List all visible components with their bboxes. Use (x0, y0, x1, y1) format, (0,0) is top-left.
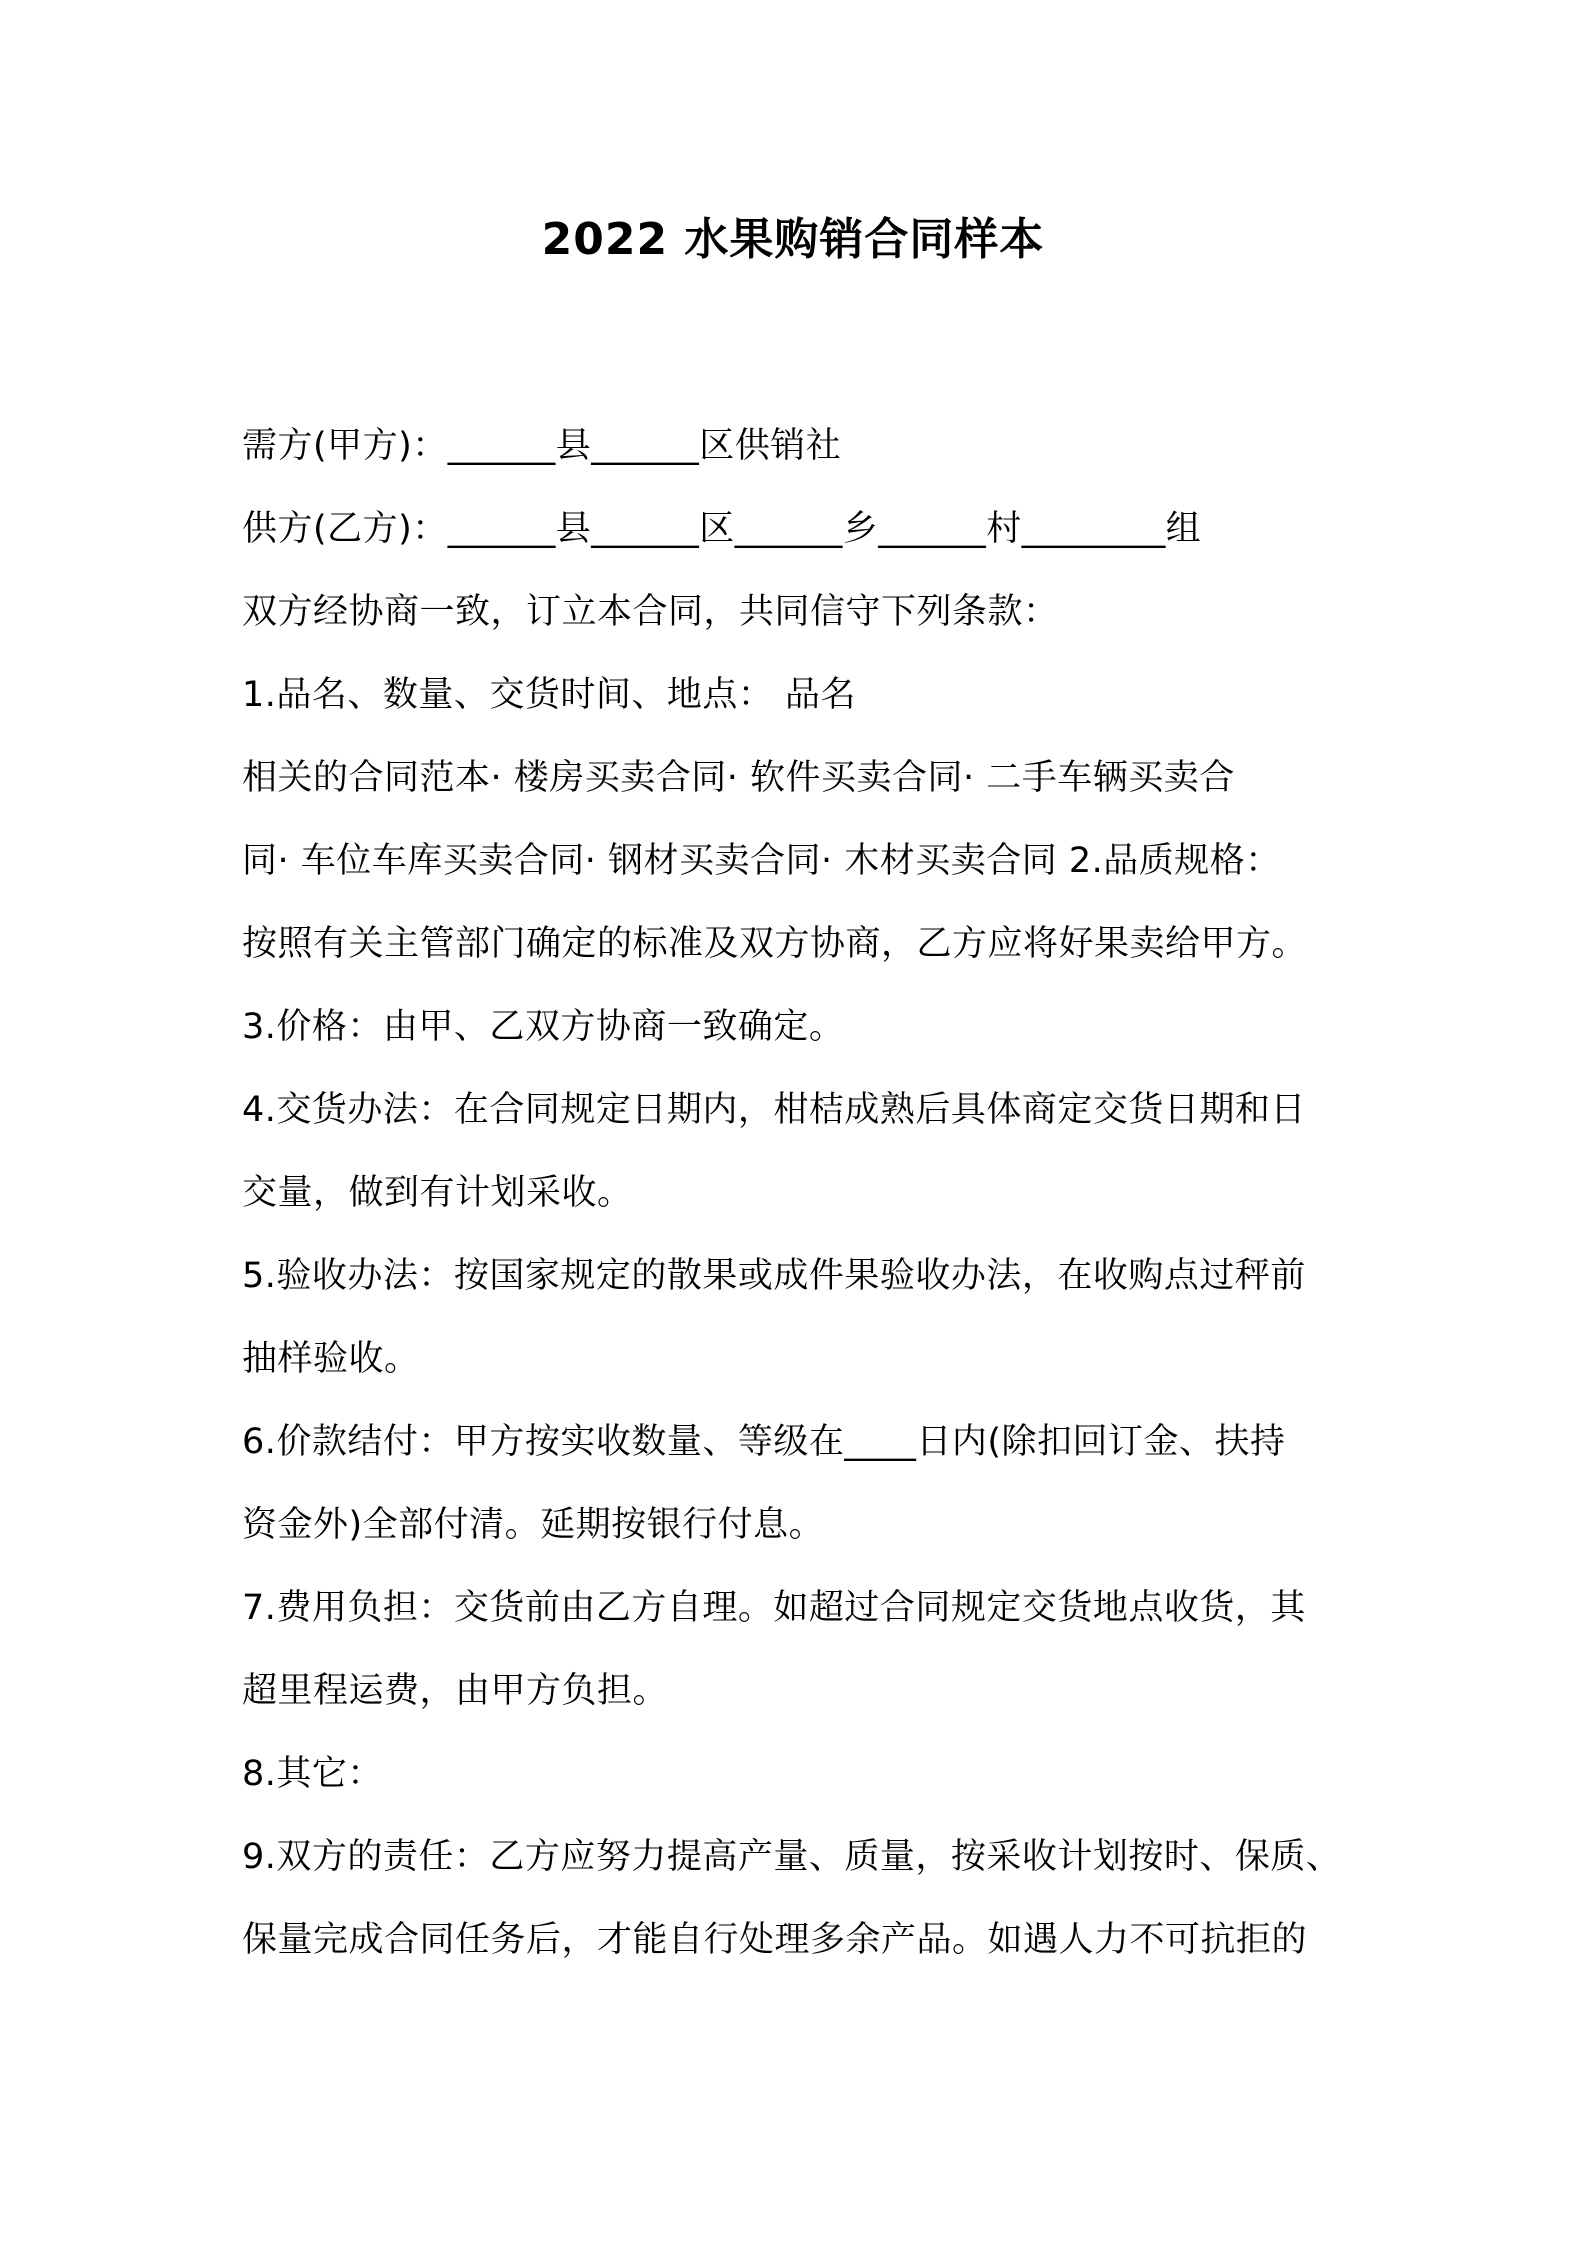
clause-1-line: 1.品名、数量、交货时间、地点： 品名 (242, 675, 857, 715)
seller-line: 供方(乙方)：______县______区______乡______村________组 (242, 509, 1202, 549)
clause-6-line-1: 6.价款结付：甲方按实收数量、等级在____日内(除扣回订金、扶持 (242, 1422, 1286, 1462)
clause-9-line-1: 9.双方的责任：乙方应努力提高产量、质量，按采收计划按时、保质、 (242, 1837, 1342, 1877)
clause-6-line-2: 资金外)全部付清。延期按银行付息。 (242, 1505, 825, 1545)
clause-8-line: 8.其它： (242, 1754, 383, 1794)
clause-9-line-2: 保量完成合同任务后，才能自行处理多余产品。如遇人力不可抗拒的 (242, 1920, 1308, 1960)
clause-7-line-2: 超里程运费，由甲方负担。 (242, 1671, 669, 1711)
clause-7-line-1: 7.费用负担：交货前由乙方自理。如超过合同规定交货地点收货，其 (242, 1588, 1306, 1628)
document-title: 2022 水果购销合同样本 (541, 214, 1045, 265)
related-templates-clause-2-line: 同· 车位车库买卖合同· 钢材买卖合同· 木材买卖合同 2.品质规格： (242, 841, 1281, 881)
clause-3-line: 3.价格：由甲、乙双方协商一致确定。 (242, 1007, 845, 1047)
document-body (242, 405, 1357, 1982)
clause-4-line-1: 4.交货办法：在合同规定日期内，柑桔成熟后具体商定交货日期和日 (242, 1090, 1306, 1130)
clause-4-line-2: 交量，做到有计划采收。 (242, 1173, 633, 1213)
clause-2-text: 按照有关主管部门确定的标准及双方协商，乙方应将好果卖给甲方。 (242, 924, 1308, 964)
agreement-intro: 双方经协商一致，订立本合同，共同信守下列条款： (242, 592, 1059, 632)
buyer-line: 需方(甲方)：______县______区供销社 (242, 426, 842, 466)
clause-5-line-2: 抽样验收。 (242, 1339, 420, 1379)
related-templates-line: 相关的合同范本· 楼房买卖合同· 软件买卖合同· 二手车辆买卖合 (242, 758, 1235, 798)
clause-5-line-1: 5.验收办法：按国家规定的散果或成件果验收办法，在收购点过秤前 (242, 1256, 1306, 1296)
